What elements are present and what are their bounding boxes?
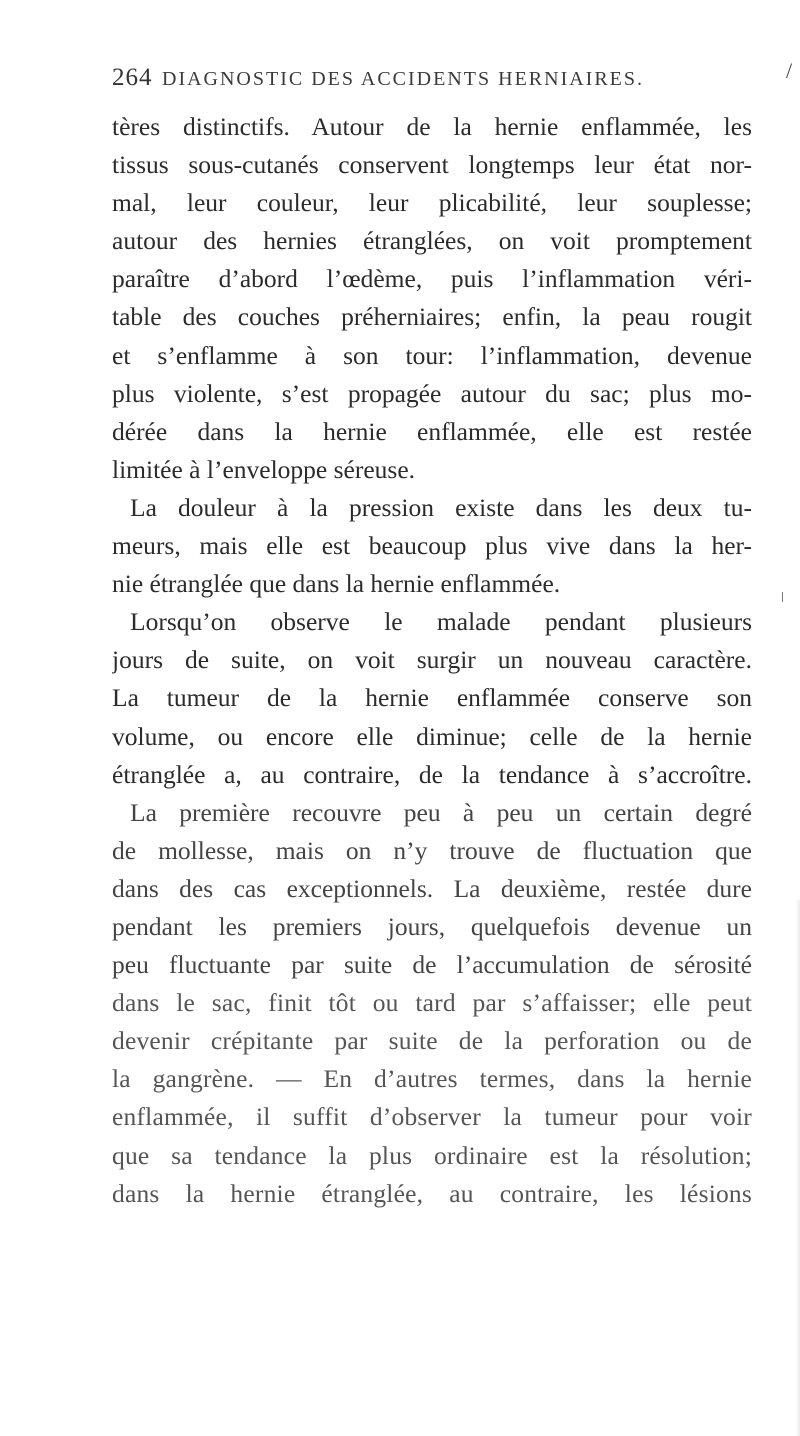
margin-tick [782,592,783,602]
page-header [112,60,752,100]
text-line: table des couches préherniaires; enfin, la peau rougit [112,302,752,332]
text-line: limitée à l’enveloppe séreuse. [112,454,416,484]
text-line: tères distinctifs. Autour de la hernie enflammée, les [112,112,752,141]
text-line: pendant les premiers jours, quelquefois devenue un [112,911,752,941]
paragraph-start-line: Lorsqu’on observe le malade pendant plusieurs [130,607,752,637]
text-line: autour des hernies étranglées, on voit promptement [112,226,752,256]
page-number: 264 [112,64,153,91]
text-line: de mollesse, mais on n’y trouve de fluctuation que [112,835,752,865]
text-line: La tumeur de la hernie enflammée conserve son [112,683,752,713]
text-line: mal, leur couleur, leur plicabilité, leur souplesse; [112,188,752,218]
text-line: volume, ou encore elle diminue; celle de la hernie [112,721,752,751]
body-text [112,108,752,1213]
text-line: dans la hernie étranglée, au contraire, les lésions [112,1178,752,1208]
page-edge-shadow [796,900,800,1436]
text-line: nie étranglée que dans la hernie enflammée. [112,569,561,599]
text-line: plus violente, s’est propagée autour du sac; plus mo- [112,378,752,408]
text-line: dans des cas exceptionnels. La deuxième, restée dure [112,873,752,903]
text-line: enflammée, il suffit d’observer la tumeur pour voir [112,1102,752,1132]
text-line: dérée dans la hernie enflammée, elle est restée [112,416,752,446]
paragraph-start-line: La douleur à la pression existe dans les deux tu- [130,492,752,522]
margin-mark: / [786,58,793,83]
text-line: devenir crépitante par suite de la perforation ou de [112,1026,752,1056]
text-line: paraître d’abord l’œdème, puis l’inflammation véri- [112,264,752,294]
text-line: peu fluctuante par suite de l’accumulation de sérosité [112,950,752,980]
text-line: meurs, mais elle est beaucoup plus vive dans la her- [112,531,752,561]
text-line: la gangrène. — En d’autres termes, dans la hernie [112,1064,752,1094]
text-line: dans le sac, finit tôt ou tard par s’affaisser; elle peut [112,988,752,1018]
text-line: et s’enflamme à son tour: l’inflammation, devenue [112,340,752,370]
text-line: tissus sous-cutanés conservent longtemps leur état nor- [112,150,752,180]
text-line: étranglée a, au contraire, de la tendance à s’accroître. [112,759,752,789]
text-line: que sa tendance la plus ordinaire est la résolution; [112,1140,752,1170]
running-title: DIAGNOSTIC DES ACCIDENTS HERNIAIRES. [162,68,645,90]
paragraph-start-line: La première recouvre peu à peu un certain degré [130,797,752,827]
text-line: jours de suite, on voit surgir un nouveau caractère. [112,645,752,675]
